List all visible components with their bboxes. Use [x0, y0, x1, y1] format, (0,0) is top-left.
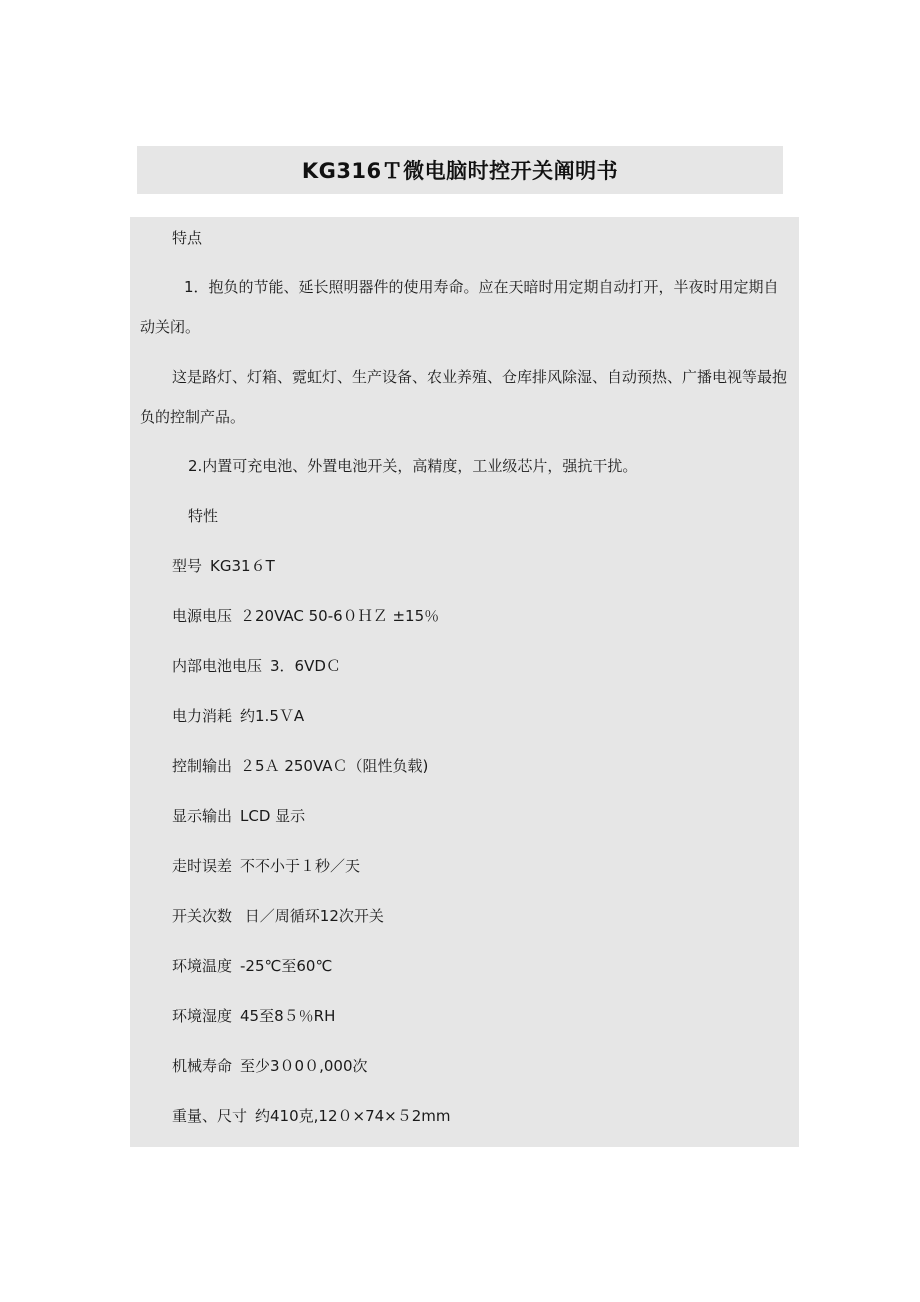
spec-value: ２20VAC 50-6０ＨＺ ±15％	[240, 607, 440, 625]
spec-label: 走时误差	[172, 857, 233, 875]
spec-row	[172, 1006, 335, 1026]
spec-row	[172, 906, 384, 926]
spec-row	[172, 1106, 451, 1126]
spec-value: LCD 显示	[240, 807, 306, 825]
spec-row	[172, 756, 428, 776]
spec-value: 约1.5ＶA	[240, 707, 305, 725]
feature-item-1: 1．抱负的节能、延长照明器件的使用寿命。应在天暗时用定期自动打开，半夜时用定期自动关闭。	[140, 278, 779, 336]
document-body	[130, 217, 799, 1147]
spec-value: 约410克,12０×74×５2mm	[255, 1107, 451, 1125]
spec-value: ２5Ａ 250VAＣ（阻性负载)	[240, 757, 429, 775]
spec-row	[172, 556, 275, 576]
spec-value: 45至8５％RH	[240, 1007, 336, 1025]
feature-item-2: 2.内置可充电池、外置电池开关，高精度，工业级芯片，强抗干扰。	[188, 457, 638, 475]
spec-label: 内部电池电压	[172, 657, 263, 675]
spec-label: 控制输出	[172, 757, 233, 775]
spec-value: KG31６T	[210, 557, 275, 575]
title-bar	[137, 146, 783, 194]
specs-heading: 特性	[188, 507, 219, 525]
spec-row	[172, 956, 332, 976]
spec-value: 日／周循环12次开关	[240, 907, 384, 925]
spec-value: 3．6VDＣ	[270, 657, 341, 675]
spec-label: 型号	[172, 557, 203, 575]
features-heading: 特点	[172, 229, 203, 247]
spec-value: 不不小于１秒／天	[240, 857, 361, 875]
spec-row	[172, 1056, 368, 1076]
spec-row	[172, 806, 305, 826]
spec-label: 重量、尺寸	[172, 1107, 248, 1125]
spec-label: 电源电压	[172, 607, 233, 625]
spec-value: -25℃至60℃	[240, 957, 333, 975]
spec-label: 环境温度	[172, 957, 233, 975]
spec-row	[172, 856, 360, 876]
spec-label: 环境湿度	[172, 1007, 233, 1025]
spec-row	[172, 706, 304, 726]
spec-label: 显示输出	[172, 807, 233, 825]
page-title: KG316Ｔ微电脑时控开关阐明书	[301, 159, 619, 183]
spec-value: 至少3０0０,000次	[240, 1057, 368, 1075]
feature-item-1-extra: 这是路灯、灯箱、霓虹灯、生产设备、农业养殖、仓库排风除湿、自动预热、广播电视等最抱负的控制产品。	[140, 368, 788, 426]
spec-label: 开关次数	[172, 907, 233, 925]
spec-label: 机械寿命	[172, 1057, 233, 1075]
spec-row	[172, 606, 439, 626]
spec-row	[172, 656, 341, 676]
spec-label: 电力消耗	[172, 707, 233, 725]
